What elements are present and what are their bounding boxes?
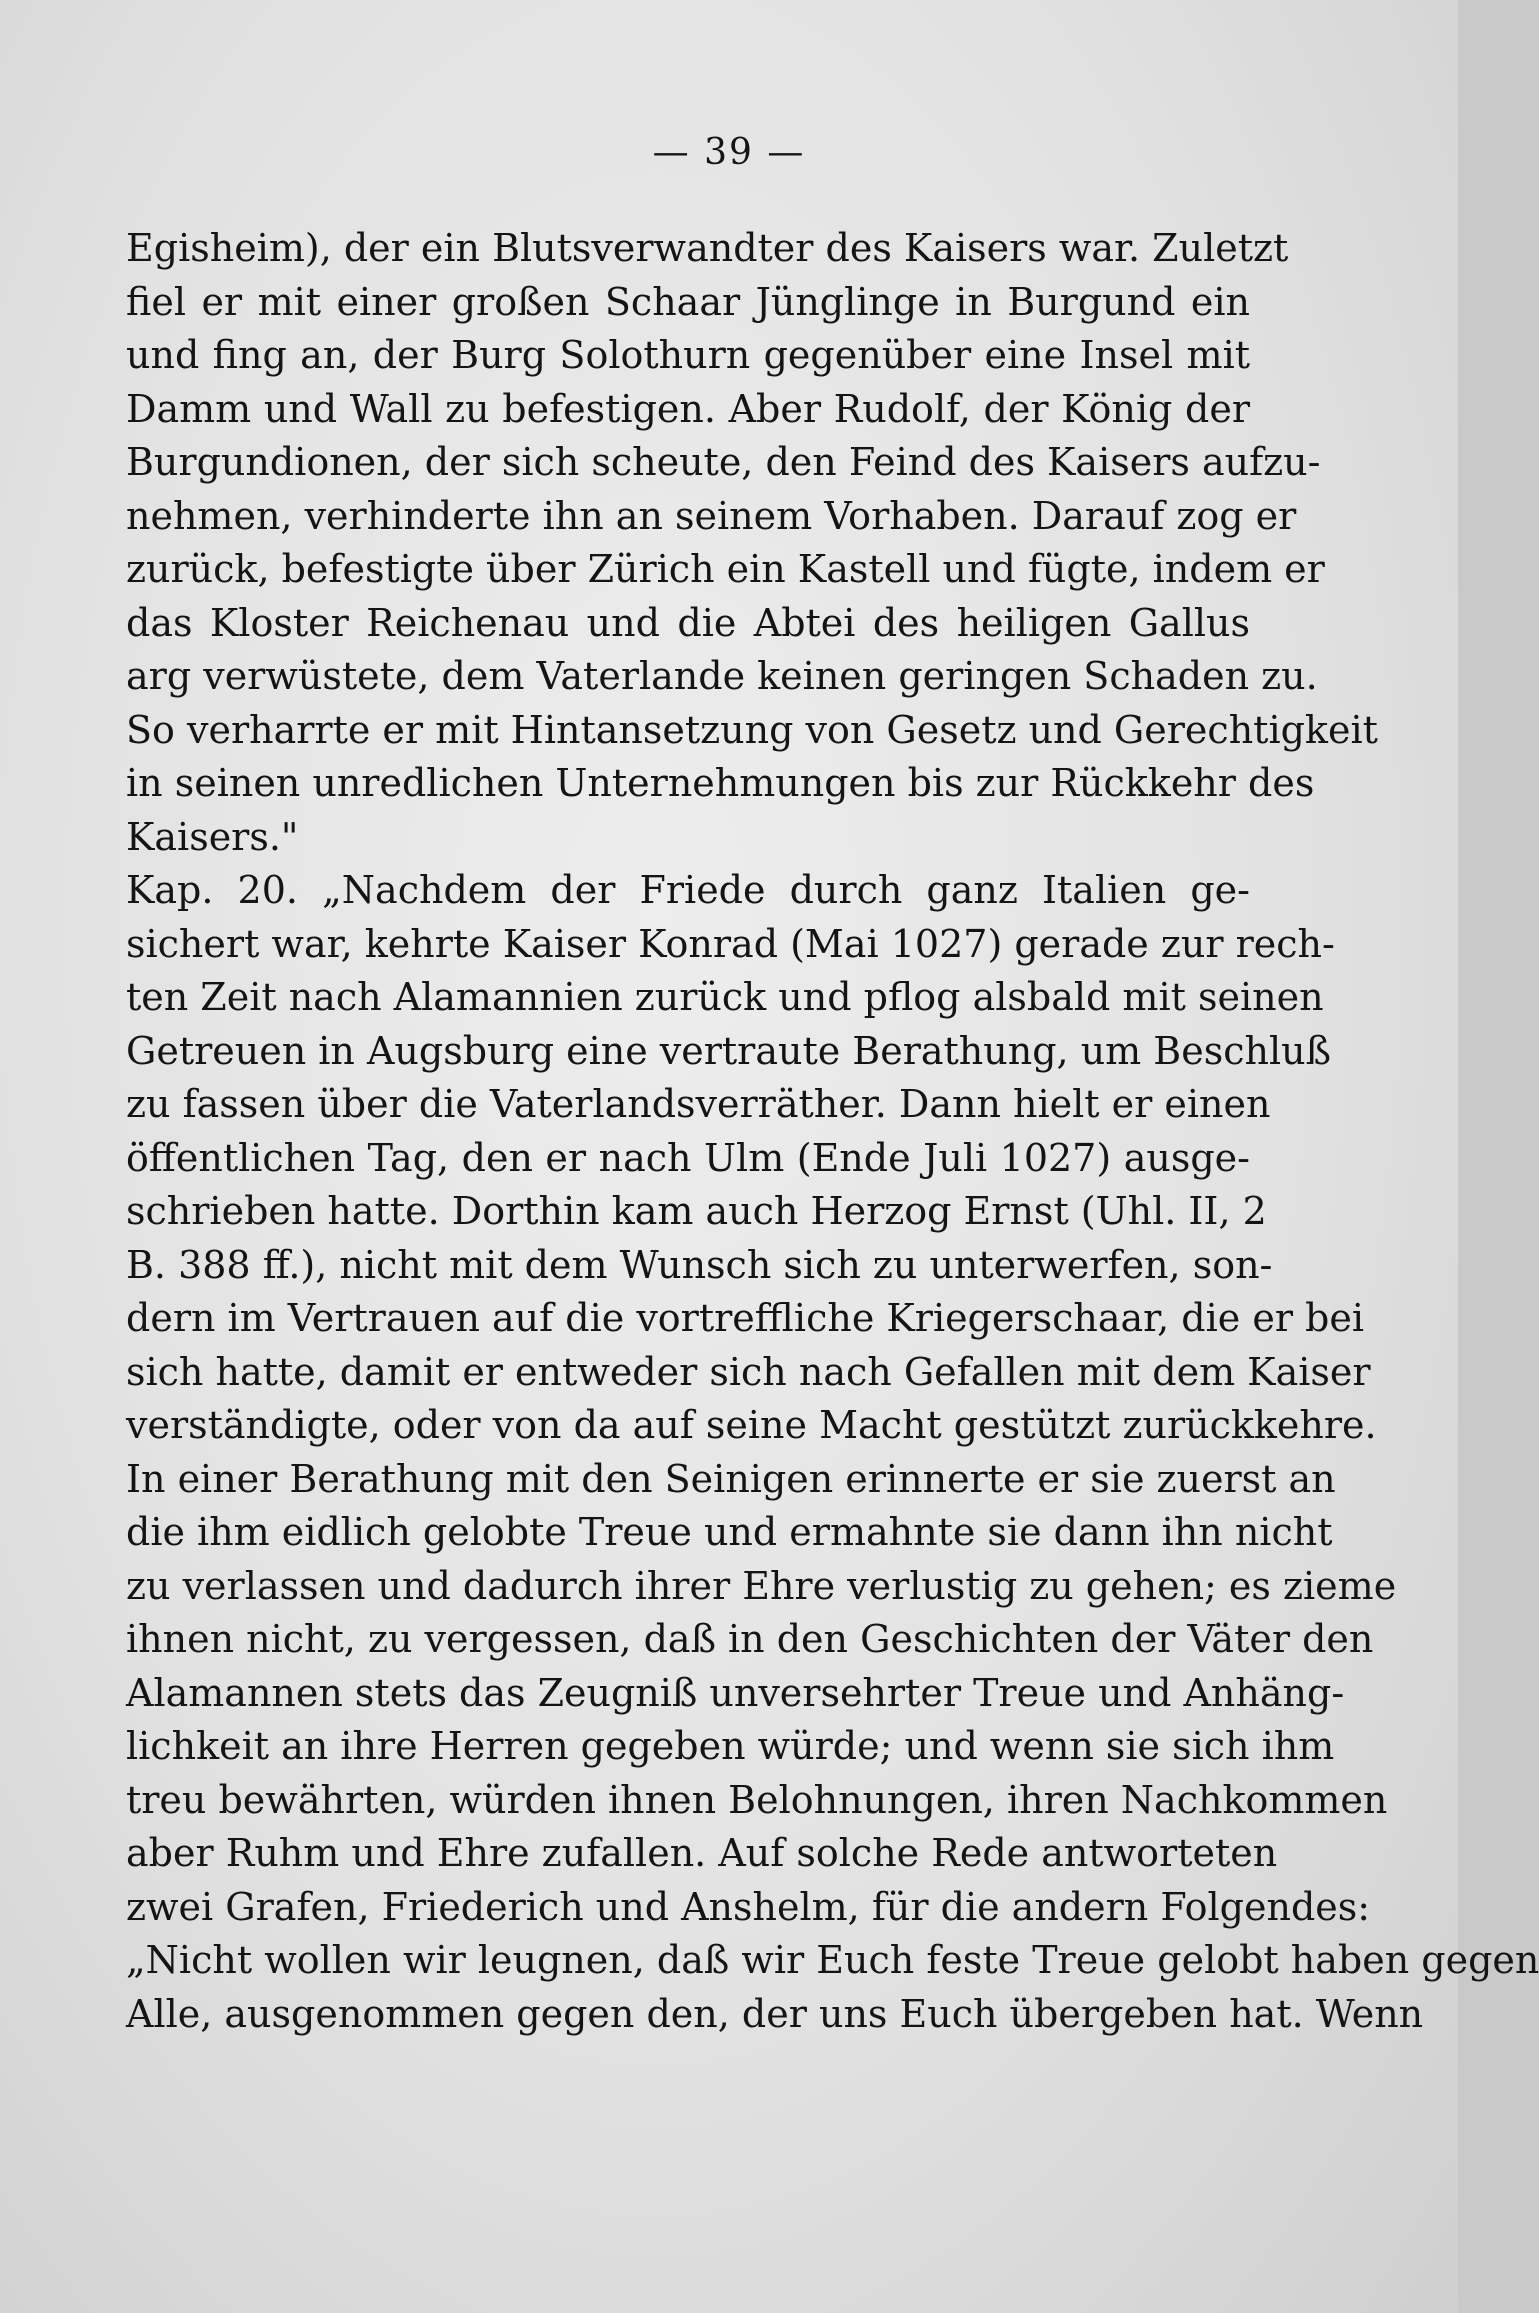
text-line: ihnen nicht, zu vergessen, daß in den Geschichten der Väter den <box>126 1617 1374 1661</box>
text-line: treu bewährten, würden ihnen Belohnungen, ihren Nachkommen <box>126 1777 1388 1822</box>
text-line: Egisheim), der ein Blutsverwandter des Kaisers war. Zuletzt <box>126 226 1289 270</box>
body-text <box>126 222 1539 2041</box>
page-number: — 39 — <box>652 132 806 173</box>
text-line: Alamannen stets das Zeugniß unversehrter Treue und Anhäng- <box>126 1670 1345 1715</box>
text-line: in seinen unredlichen Unternehmungen bis zur Rückkehr des <box>126 761 1315 805</box>
text-line: arg verwüstete, dem Vaterlande keinen geringen Schaden zu. <box>126 654 1318 698</box>
text-line: die ihm eidlich gelobte Treue und ermahnte sie dann ihn nicht <box>126 1510 1333 1554</box>
text-line: B. 388 ff.), nicht mit dem Wunsch sich zu unterwerfen, son- <box>126 1242 1273 1287</box>
text-line: und fing an, der Burg Solothurn gegenüber eine Insel mit <box>126 333 1250 377</box>
text-line: Damm und Wall zu befestigen. Aber Rudolf, der König der <box>126 386 1250 431</box>
text-line: zurück, befestigte über Zürich ein Kastell und fügte, indem er <box>126 547 1325 591</box>
text-line: Kaisers." <box>126 814 299 859</box>
text-line: fiel er mit einer großen Schaar Jünglinge in Burgund ein <box>126 279 1250 324</box>
text-line: ten Zeit nach Alamannien zurück und pflog alsbald mit seinen <box>126 975 1324 1019</box>
text-line: lichkeit an ihre Herren gegeben würde; und wenn sie sich ihm <box>126 1724 1335 1768</box>
text-line: Burgundionen, der sich scheute, den Feind des Kaisers aufzu- <box>126 440 1321 484</box>
text-line: „Nicht wollen wir leugnen, daß wir Euch feste Treue gelobt haben gegen <box>126 1938 1539 1982</box>
text-line: Kap. 20. „Nachdem der Friede durch ganz Italien ge- <box>126 868 1250 912</box>
text-line: zu fassen über die Vaterlandsverräther. Dann hielt er einen <box>126 1082 1271 1126</box>
text-line: So verharrte er mit Hintansetzung von Gesetz und Gerechtigkeit <box>126 707 1378 752</box>
text-line: aber Ruhm und Ehre zufallen. Auf solche Rede antworteten <box>126 1831 1278 1875</box>
text-line: verständigte, oder von da auf seine Macht gestützt zurückkehre. <box>126 1403 1377 1447</box>
text-line: zu verlassen und dadurch ihrer Ehre verlustig zu gehen; es zieme <box>126 1563 1397 1608</box>
text-line: öffentlichen Tag, den er nach Ulm (Ende Juli 1027) ausge- <box>126 1135 1250 1180</box>
text-line: das Kloster Reichenau und die Abtei des heiligen Gallus <box>126 600 1250 645</box>
text-line: In einer Berathung mit den Seinigen erinnerte er sie zuerst an <box>126 1456 1336 1501</box>
text-line: schrieben hatte. Dorthin kam auch Herzog Ernst (Uhl. II, 2 <box>126 1189 1267 1233</box>
text-line: dern im Vertrauen auf die vortreffliche Kriegerschaar, die er bei <box>126 1296 1365 1340</box>
text-line: nehmen, verhinderte ihn an seinem Vorhaben. Darauf zog er <box>126 493 1297 538</box>
text-line: Alle, ausgenommen gegen den, der uns Euch übergeben hat. Wenn <box>126 1991 1424 2036</box>
text-line: sichert war, kehrte Kaiser Konrad (Mai 1027) gerade zur rech- <box>126 921 1335 966</box>
text-line: Getreuen in Augsburg eine vertraute Berathung, um Beschluß <box>126 1028 1331 1073</box>
text-line: sich hatte, damit er entweder sich nach Gefallen mit dem Kaiser <box>126 1349 1371 1394</box>
text-line: zwei Grafen, Friederich und Anshelm, für die andern Folgendes: <box>126 1884 1371 1929</box>
